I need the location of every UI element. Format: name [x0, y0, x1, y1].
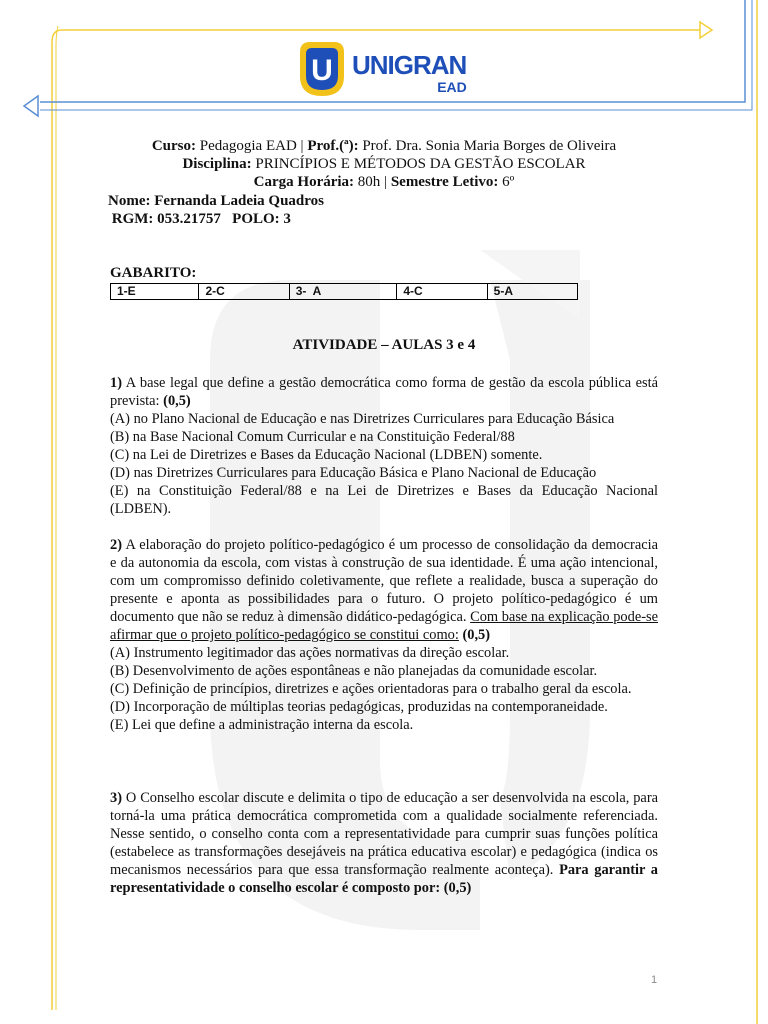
question-2-option: (C) Definição de princípios, diretrizes e ações orientadoras para o trabalho geral da escola. [110, 681, 632, 697]
question-1: 1) A base legal que define a gestão democrática como forma de gestão da escola pública está prevista: (0,5) (A) no Plano Nacional de Educação e nas Diretrizes Curriculares para Educação Básica (B) na Base Nacional Comum Curricular e na Constituição Federal/88 (C) na Lei de Diretrizes e Bases da Educação Nacional (LDBEN) somente. (D) nas Diretrizes Curriculares para Educação Básica e Plano Nacional de Educação (E) na Constituição Federal/88 e na Lei de Diretrizes e Bases da Educação Nacional (LDBEN). [110, 375, 658, 517]
logo-sub: EAD [437, 79, 467, 95]
question-3: 3) O Conselho escolar discute e delimita o tipo de educação a ser desenvolvida na escola, para torná-la uma prática democrática comprometida com a qualidade socialmente referenciada. Nesse sentido, o conselho conta com a representatividade para cumprir suas funções política (estabelece as transformações desejáveis na prática educativa escolar) e pedagógica (indica os mecanismos necessários para que essa transformação realmente aconteça). Para garantir a representatividade o conselho escolar é composto por: (0,5) [110, 790, 658, 896]
document-header [108, 137, 660, 228]
answer-key-title: GABARITO: [110, 265, 197, 281]
logo-mark: U [311, 54, 333, 87]
answer-key-table [110, 283, 578, 300]
page-number: 1 [651, 974, 658, 986]
question-2-option: (A) Instrumento legitimador das ações normativas da direção escolar. [110, 645, 510, 661]
activity-title: ATIVIDADE – AULAS 3 e 4 [292, 337, 476, 353]
question-1-option: (A) no Plano Nacional de Educação e nas Diretrizes Curriculares para Educação Básica [110, 411, 615, 427]
question-2-option: (B) Desenvolvimento de ações espontâneas e não planejadas da comunidade escolar. [110, 663, 598, 679]
question-2-option: (E) Lei que define a administração interna da escola. [110, 717, 414, 733]
answer-key-cell: 5-A [487, 284, 577, 300]
question-1-option: (B) na Base Nacional Comum Curricular e na Constituição Federal/88 [110, 429, 515, 445]
question-2-prompt: Com base na explicação pode-se afirmar que o projeto político-pedagógico se constitui como: [110, 609, 658, 643]
answer-key-cell: 3- A [289, 284, 397, 300]
question-1-option: (E) na Constituição Federal/88 e na Lei de Diretrizes e Bases da Educação Nacional (LDBEN). [110, 483, 658, 517]
question-3-prompt: Para garantir a representatividade o conselho escolar é composto por: (0,5) [110, 862, 658, 896]
answer-key-cell: 2-C [199, 284, 289, 300]
unigran-logo [294, 38, 484, 100]
discipline-line: Disciplina: PRINCÍPIOS E MÉTODOS DA GESTÃO ESCOLAR [182, 156, 586, 173]
workload-line: Carga Horária: 80h | Semestre Letivo: 6º [253, 174, 515, 191]
answer-key-cell: 4-C [397, 284, 487, 300]
answer-key-cell: 1-E [111, 284, 199, 300]
course-line: Curso: Pedagogia EAD | Prof.(ª): Prof. Dra. Sonia Maria Borges de Oliveira [151, 138, 617, 154]
question-2: 2) A elaboração do projeto político-pedagógico é um processo de consolidação da democracia e da autonomia da escola, com vistas à construção de sua identidade. É uma ação intencional, com um compromisso definido coletivamente, que reflete a realidade, busca a superação do presente e aponta as possibilidades para o futuro. O projeto político-pedagógico é um documento que não se reduz à dimensão didático-pedagógica. Com base na explicação pode-se afirmar que o projeto político-pedagógico se constitui como: (0,5) (A) Instrumento legitimador das ações normativas da direção escolar. (B) Desenvolvimento de ações espontâneas e não planejadas da comunidade escolar. (C) Definição de princípios, diretrizes e ações orientadoras para o trabalho geral da escola. (D) Incorporação de múltiplas teorias pedagógicas, produzidas na contemporaneidade. (E) Lei que define a administração interna da escola. [110, 537, 658, 733]
student-name: Nome: Fernanda Ladeia Quadros [108, 192, 324, 209]
student-rgm: RGM: 053.21757 POLO: 3 [108, 210, 291, 227]
question-1-option: (D) nas Diretrizes Curriculares para Educação Básica e Plano Nacional de Educação [110, 465, 597, 481]
question-1-option: (C) na Lei de Diretrizes e Bases da Educação Nacional (LDBEN) somente. [110, 447, 543, 463]
question-2-option: (D) Incorporação de múltiplas teorias pedagógicas, produzidas na contemporaneidade. [110, 699, 608, 715]
logo-brand: UNIGRAN [352, 50, 467, 80]
